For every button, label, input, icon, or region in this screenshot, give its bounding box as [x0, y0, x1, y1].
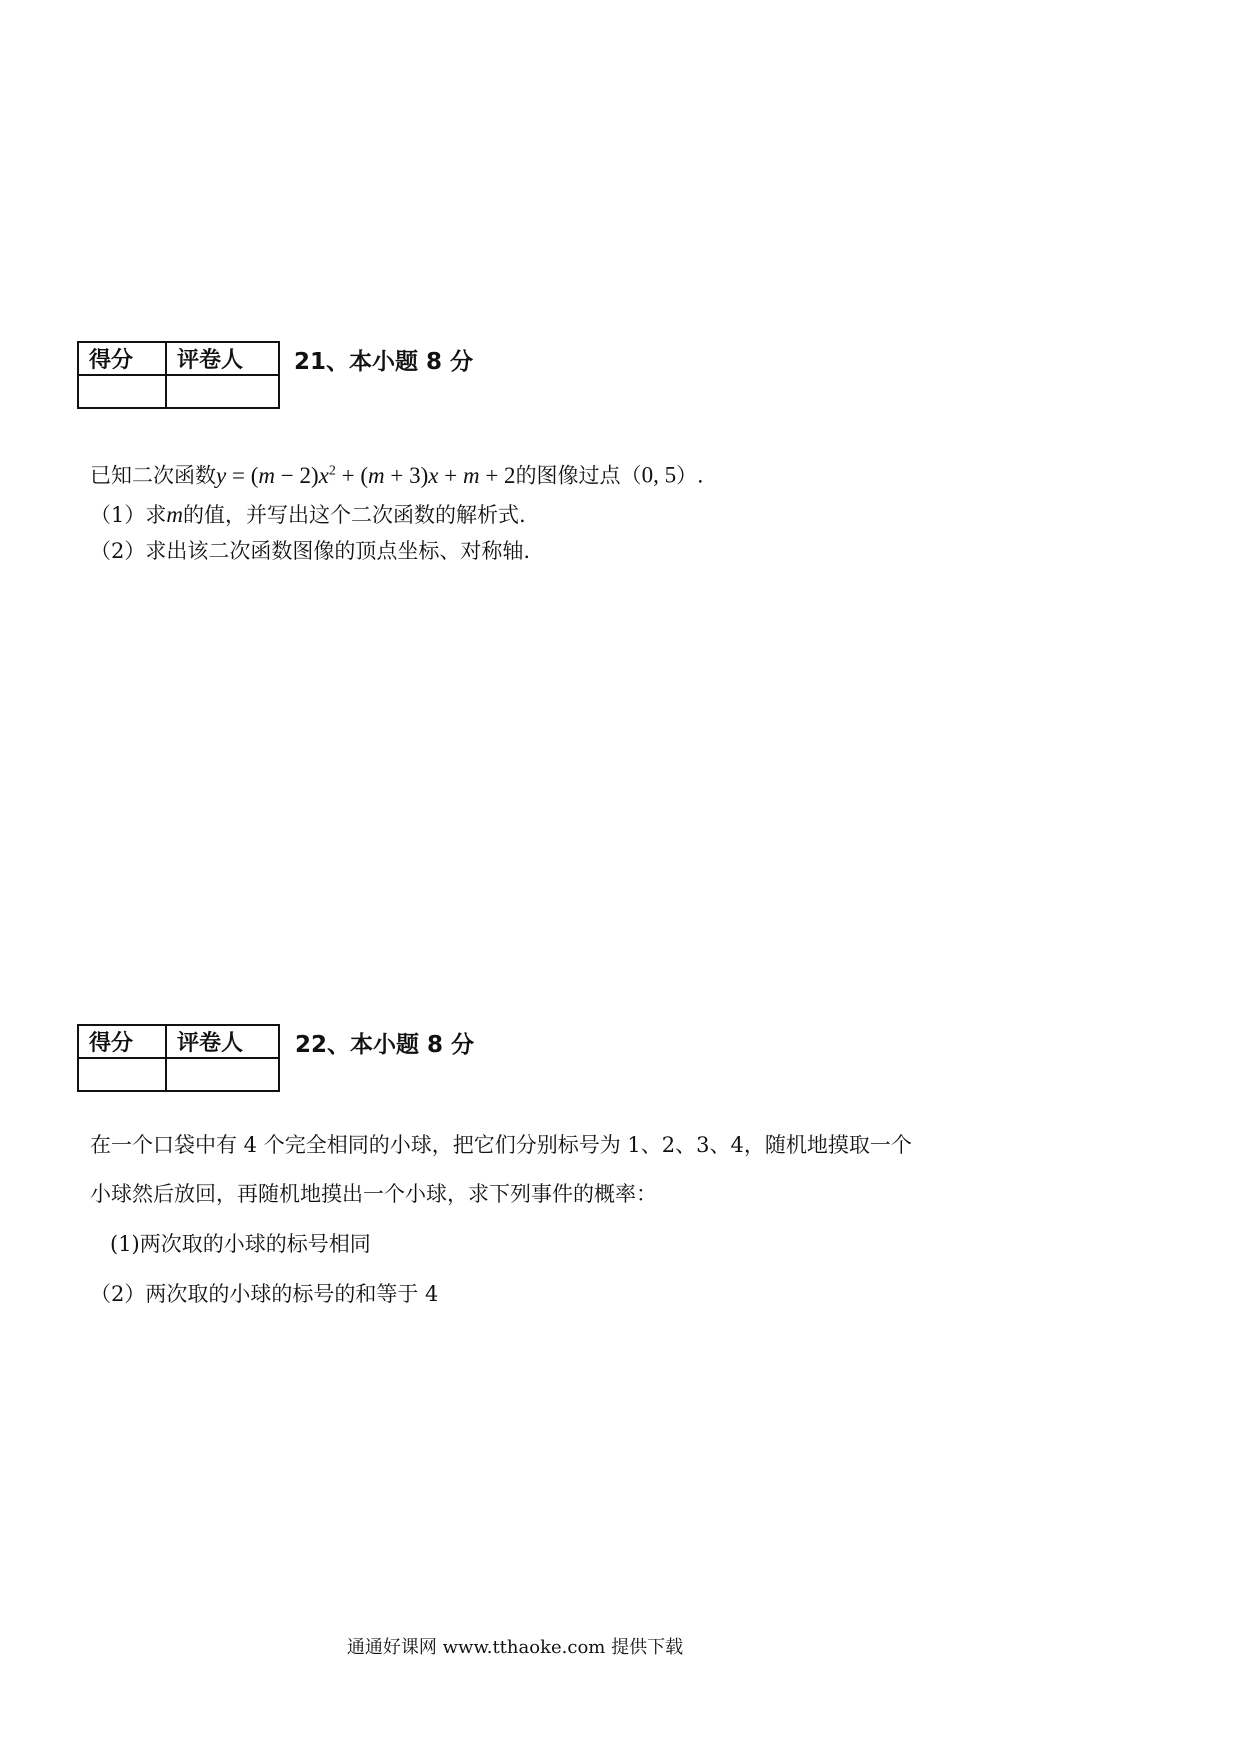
q22-score-table — [77, 1024, 280, 1092]
q22-part2: （2）两次取的小球的标号的和等于 4 — [90, 1282, 439, 1306]
footer-watermark: 通通好课网 www.tthaoke.com 提供下载 — [346, 1637, 684, 1658]
score-cell[interactable] — [78, 375, 166, 408]
score-label: 得分 — [78, 342, 166, 375]
q21-part2: （2）求出该二次函数图像的顶点坐标、对称轴. — [90, 539, 531, 563]
grader-cell[interactable] — [166, 375, 279, 408]
q21-stem-prefix: 已知二次函数 — [90, 463, 216, 488]
q21-stem-suffix: 的图像过点（ — [515, 463, 642, 488]
q21-point: 0, 5 — [641, 462, 677, 488]
q21-stem-end: ）. — [676, 463, 704, 488]
q21-heading: 21、本小题 8 分 — [294, 349, 474, 375]
grader-cell[interactable] — [166, 1058, 279, 1091]
q21-score-table — [77, 341, 280, 409]
q22-line1: 在一个口袋中有 4 个完全相同的小球，把它们分别标号为 1、2、3、4，随机地摸取一个 — [90, 1133, 912, 1157]
score-label: 得分 — [78, 1025, 166, 1058]
grader-label: 评卷人 — [166, 1025, 279, 1058]
q22-heading: 22、本小题 8 分 — [295, 1032, 475, 1058]
q21-formula: $y = (m - 2)x^2 + (m + 3)x + m + 2$ — [216, 462, 516, 488]
q22-line2: 小球然后放回，再随机地摸出一个小球，求下列事件的概率： — [90, 1182, 657, 1206]
grader-label: 评卷人 — [166, 342, 279, 375]
score-cell[interactable] — [78, 1058, 166, 1091]
q22-part1: (1)两次取的小球的标号相同 — [110, 1232, 371, 1256]
q21-part1: （1）求m的值，并写出这个二次函数的解析式. — [90, 502, 526, 527]
q21-stem — [90, 456, 704, 491]
